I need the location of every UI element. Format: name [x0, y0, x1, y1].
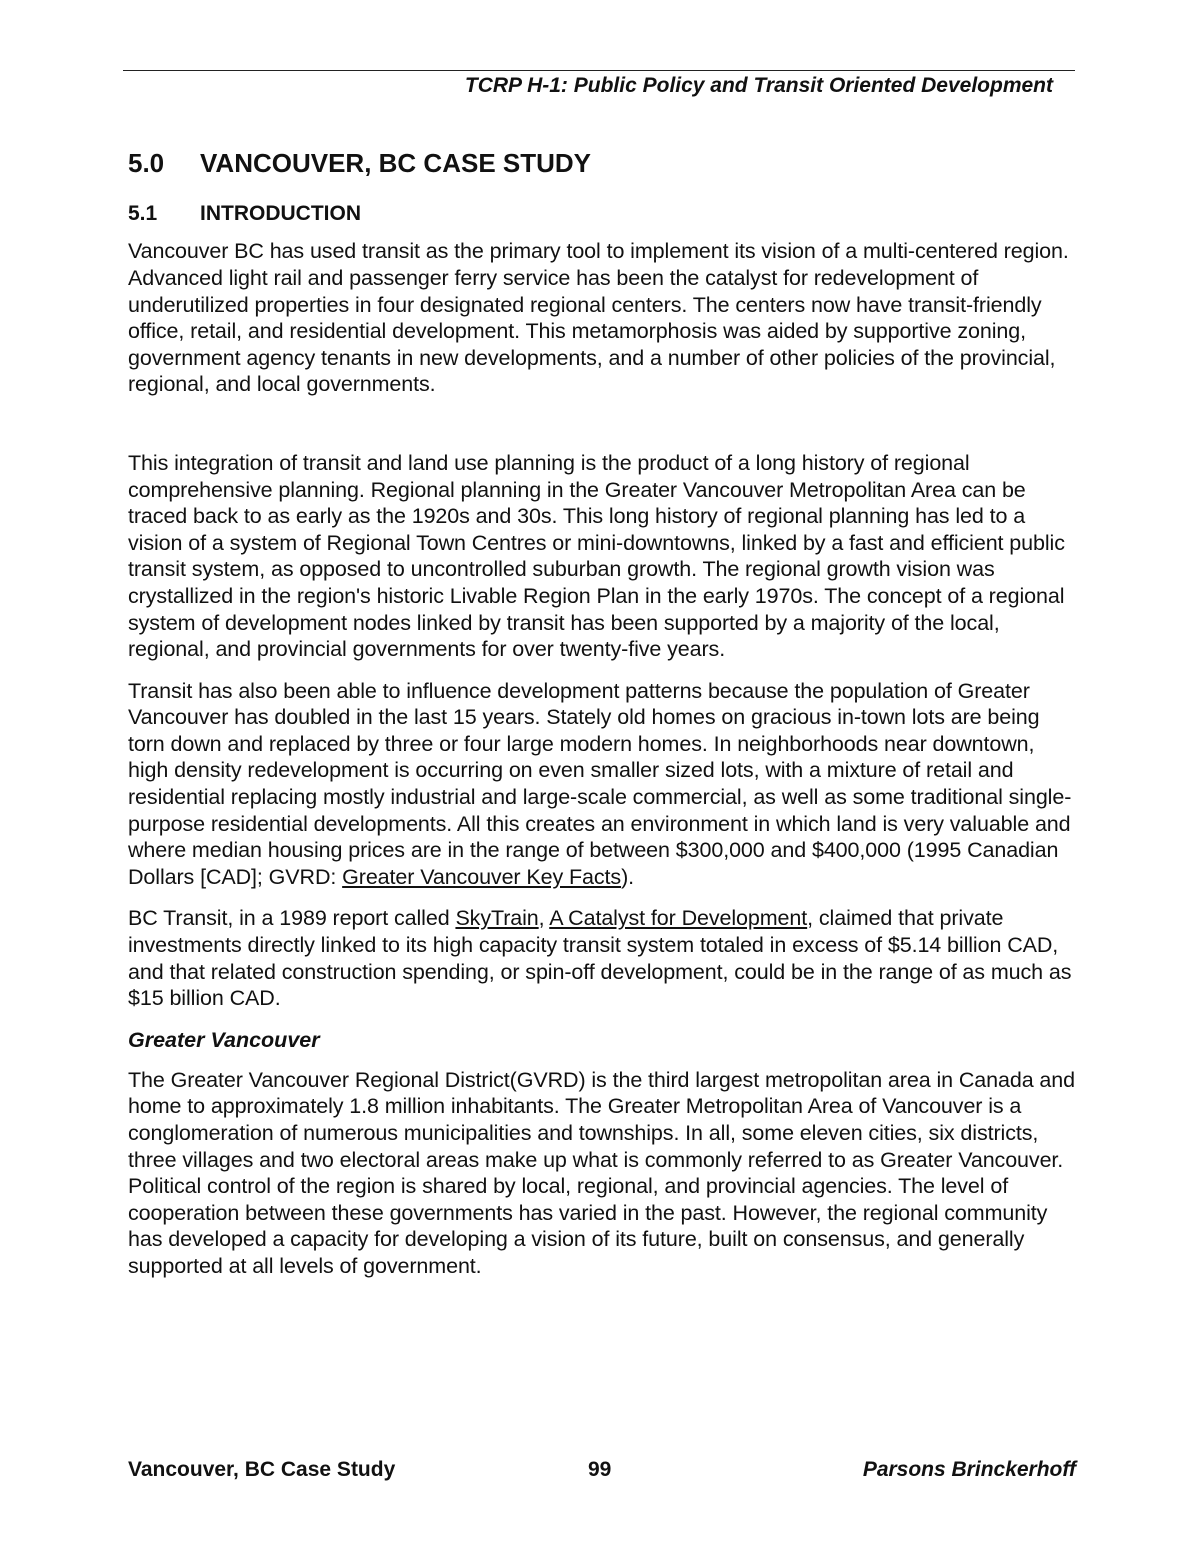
header-rule: [123, 70, 1075, 71]
paragraph-skytrain-end: , claimed that private investments directly linked to its high capacity transit system totaled in excess of $5.14 billion CAD, and that related construction spending, or spin-off development, could be in the range of as much as $15 billion CAD.: [128, 906, 1072, 1011]
link-greater-vancouver-key-facts[interactable]: Greater Vancouver Key Facts: [342, 864, 622, 889]
running-header: TCRP H-1: Public Policy and Transit Oriented Development: [464, 74, 1053, 97]
subheading-greater-vancouver: Greater Vancouver: [128, 1027, 320, 1052]
subsection-number: 5.1: [128, 202, 158, 226]
footer-publisher: Parsons Brinckerhoff: [862, 1458, 1076, 1481]
subsection-heading: [128, 201, 1078, 226]
section-title: VANCOUVER, BC CASE STUDY: [200, 148, 592, 178]
paragraph-population-end: ).: [621, 864, 634, 889]
paragraph-skytrain-comma: ,: [538, 906, 550, 931]
paragraph-history: This integration of transit and land use planning is the product of a long history of regional comprehensive planning. Regional planning in the Greater Vancouver Metropolitan Area can be traced back to as early as the 1920s and 30s. This long history of regional planning has led to a vision of a system of Regional Town Centres or mini-downtowns, linked by a fast and efficient public transit system, as opposed to uncontrolled suburban growth. The regional growth vision was crystallized in the region's historic Livable Region Plan in the early 1970s. The concept of a regional system of development nodes linked by transit has been supported by a majority of the local, regional, and provincial governments for over twenty-five years.: [128, 450, 1065, 662]
paragraph-skytrain-start: BC Transit, in a 1989 report called: [128, 906, 456, 931]
link-skytrain[interactable]: SkyTrain: [455, 906, 539, 931]
page-content: [128, 148, 1078, 1295]
section-heading: [128, 148, 1078, 179]
section-number: 5.0: [128, 148, 165, 178]
paragraph-skytrain: [128, 905, 1078, 1011]
footer-page-number: 99: [588, 1458, 612, 1481]
link-catalyst-for-development[interactable]: A Catalyst for Development: [549, 906, 808, 931]
page-footer: [128, 1458, 1076, 1486]
paragraph-population-text: Transit has also been able to influence development patterns because the population of Greater Vancouver has doubled in the last 15 years. Stately old homes on gracious in-town lots are being torn down and replaced by three or four large modern homes. In neighborhoods near downtown, high density redevelopment is occurring on even smaller sized lots, with a mixture of retail and residential replacing mostly industrial and large-scale commercial, as well as some traditional single-purpose residential developments. All this creates an environment in which land is very valuable and where median housing prices are in the range of between $300,000 and $400,000 (1995 Canadian Dollars [CAD]; GVRD:: [128, 678, 1072, 889]
footer-chapter-title: Vancouver, BC Case Study: [128, 1458, 396, 1481]
paragraph-population: [128, 678, 1078, 891]
paragraph-gvrd: The Greater Vancouver Regional District(GVRD) is the third largest metropolitan area in Canada and home to approximately 1.8 million inhabitants. The Greater Metropolitan Area of Vancouver is a conglomeration of numerous municipalities and townships. In all, some eleven cities, six districts, three villages and two electoral areas make up what is commonly referred to as Greater Vancouver. Political control of the region is shared by local, regional, and provincial agencies. The level of cooperation between these governments has varied in the past. However, the regional community has developed a capacity for developing a vision of its future, built on consensus, and generally supported at all levels of government.: [128, 1067, 1076, 1278]
paragraph-intro: Vancouver BC has used transit as the primary tool to implement its vision of a multi-centered region. Advanced light rail and passenger ferry service has been the catalyst for redevelopment of underutilized properties in four designated regional centers. The centers now have transit-friendly office, retail, and residential development. This metamorphosis was aided by supportive zoning, government agency tenants in new developments, and a number of other policies of the provincial, regional, and local governments.: [128, 239, 1069, 397]
subsection-title: INTRODUCTION: [200, 202, 361, 226]
